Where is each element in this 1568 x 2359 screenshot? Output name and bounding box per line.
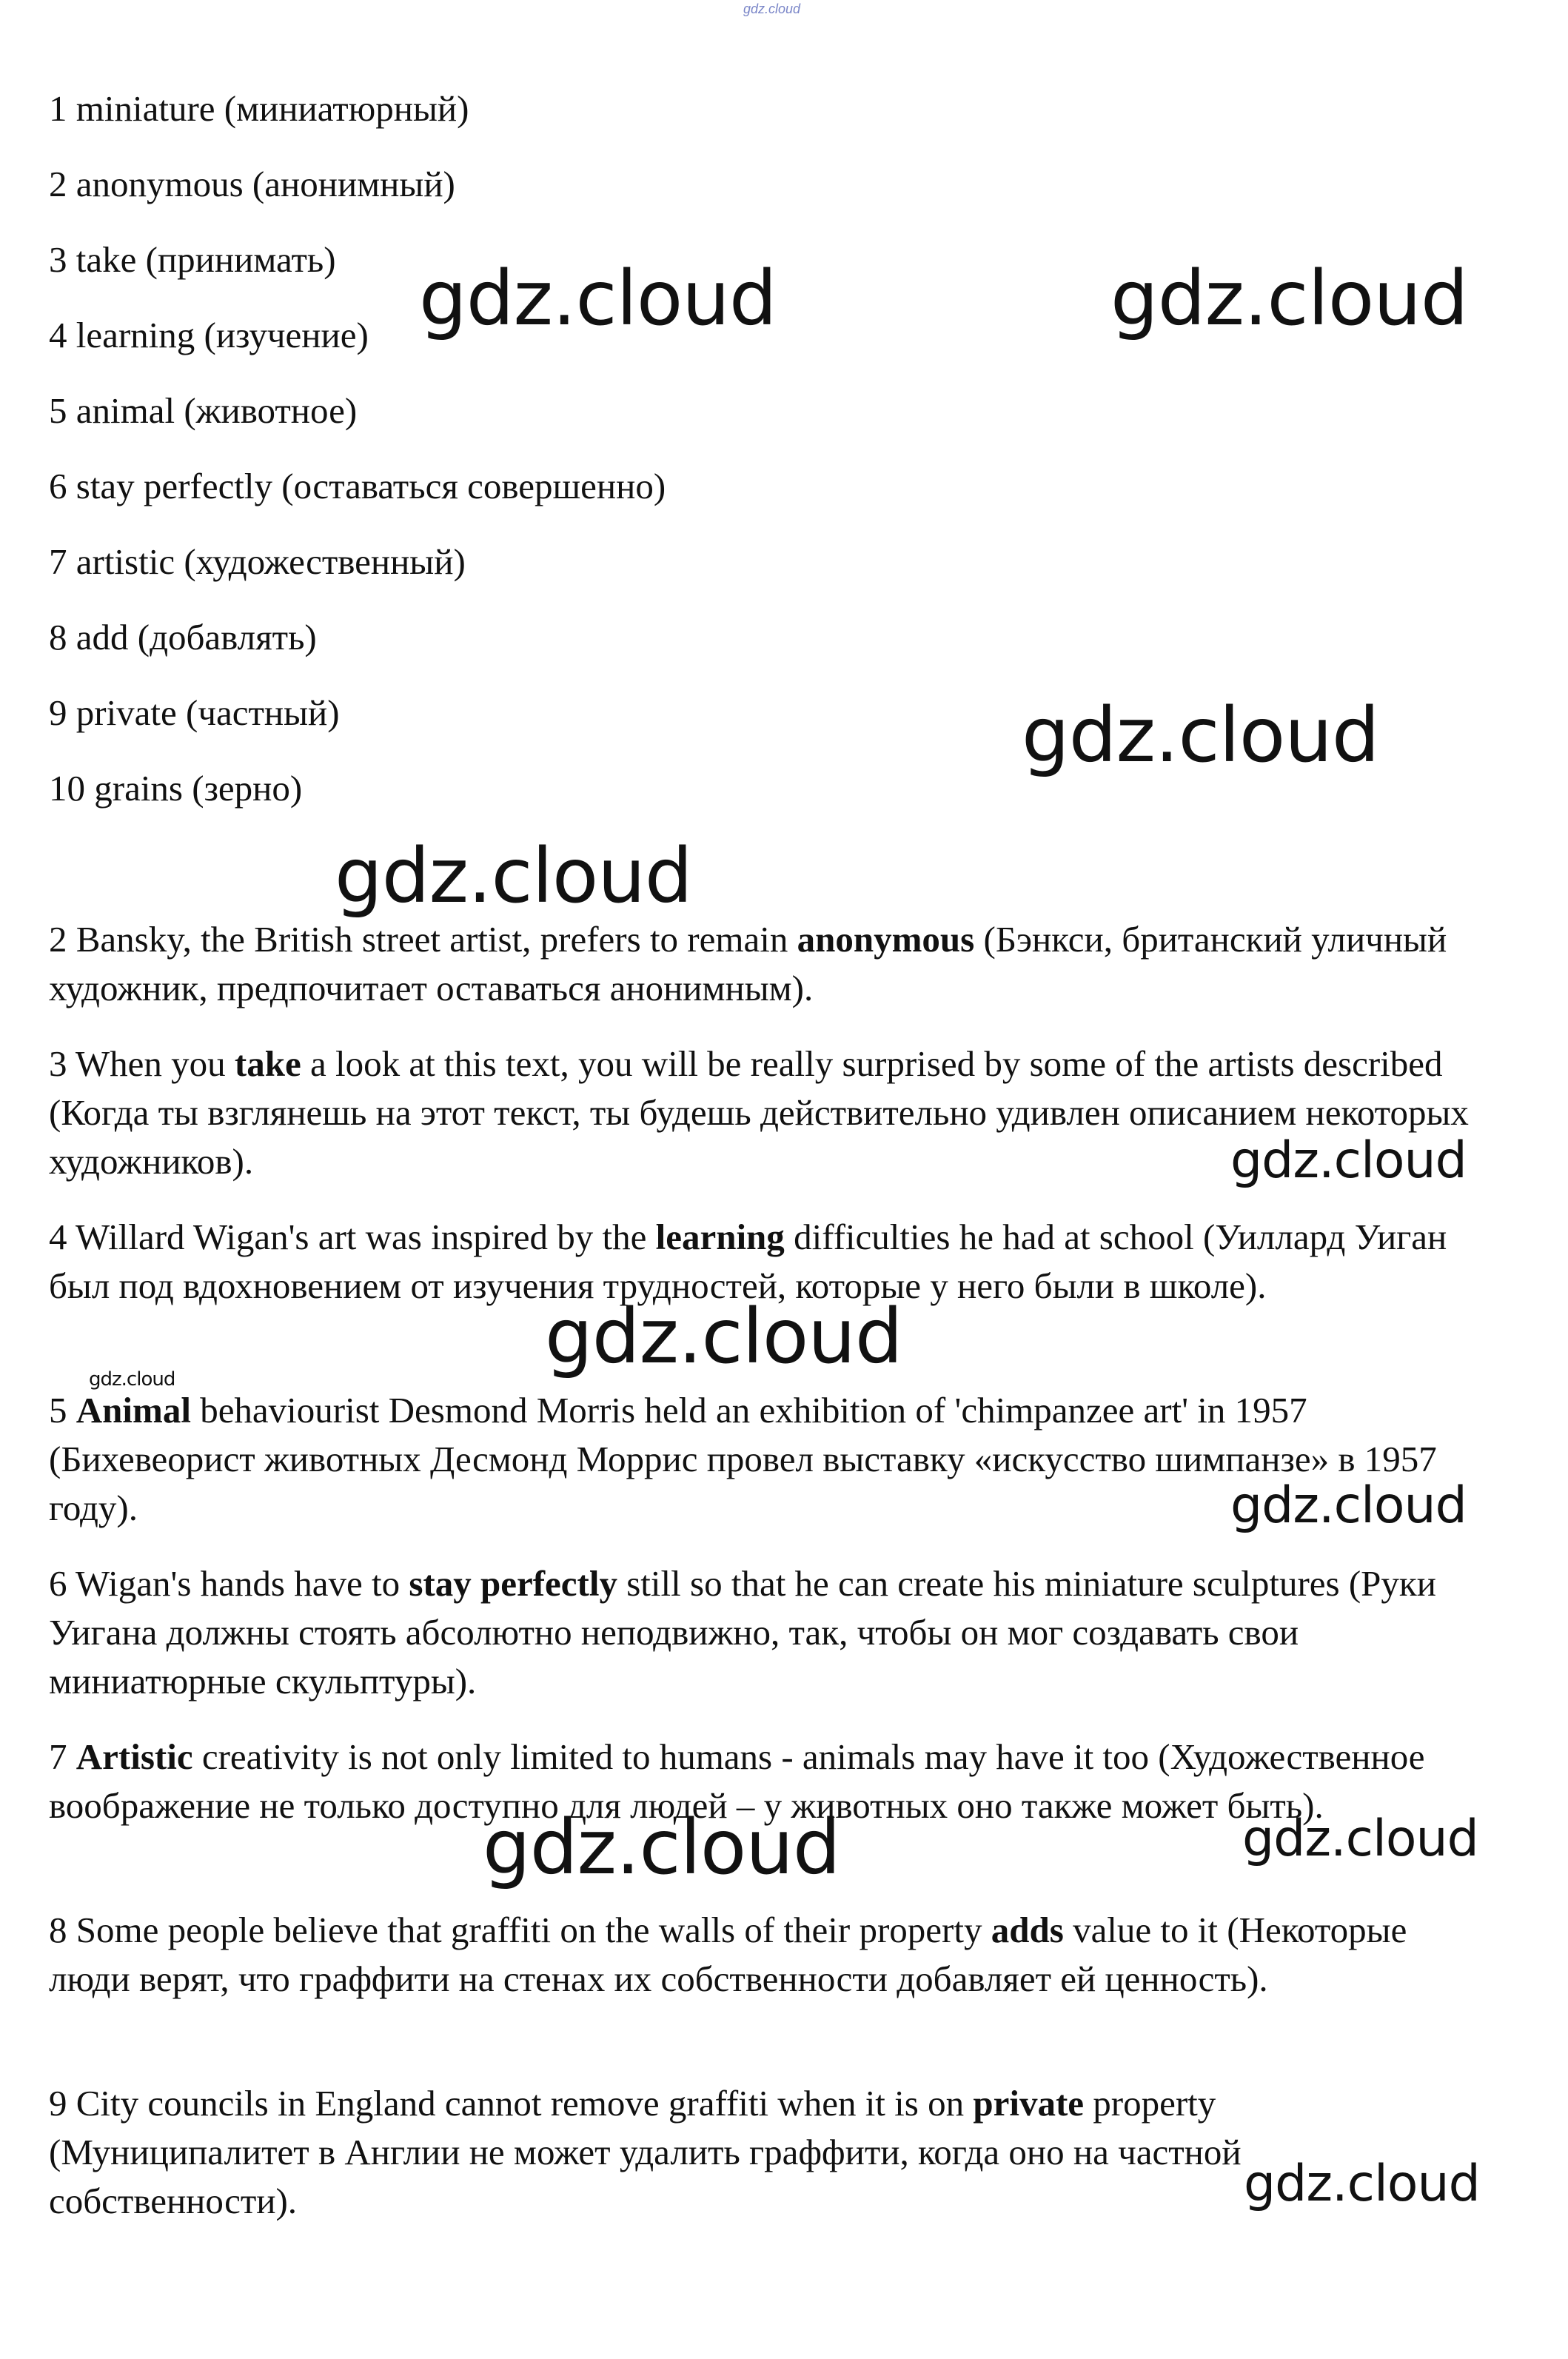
sentence-text: 8 Some people believe that graffiti on the walls of their property (49, 1910, 991, 1950)
answer-word: anonymous (797, 919, 975, 960)
sentence-text: 6 Wigan's hands have to (49, 1563, 409, 1604)
sentence-text: 3 When you (49, 1043, 235, 1084)
answer-word: learning (655, 1217, 785, 1257)
watermark-small: gdz.cloud (89, 1368, 175, 1391)
answer-word: take (234, 1043, 301, 1084)
word-list-item: 3 take (принимать) (49, 239, 336, 280)
word-list-item: 4 learning (изучение) (49, 315, 369, 355)
sentence-text: 2 Bansky, the British street artist, prefers to remain (49, 919, 797, 960)
answer-word: private (973, 2083, 1085, 2124)
word-list-item: 5 animal (животное) (49, 390, 358, 431)
sentence-text: 7 (49, 1736, 76, 1777)
sentence-2 (49, 915, 1485, 1013)
watermark: gdz.cloud (419, 255, 777, 343)
answer-word: Artistic (76, 1736, 193, 1777)
sentence-text: behaviourist Desmond Morris held an exhibition of 'chimpanzee art' in 1957 (Бихевеорист животных Десмонд Моррис провел выставку «искусство шимпанзе» в 1957 году). (49, 1390, 1437, 1528)
word-list-item: 9 private (частный) (49, 692, 340, 733)
watermark: gdz.cloud (1230, 1476, 1467, 1535)
sentence-text: difficulties he had at school (Уиллард Уиган был под вдохновением от изучения трудностей, которые у него были в школе). (49, 1217, 1447, 1306)
word-list-item: 1 miniature (миниатюрный) (49, 88, 469, 129)
sentence-text: (Бэнкси, британский уличный художник, предпочитает оставаться анонимным). (49, 919, 1447, 1008)
sentence-8 (49, 1906, 1485, 2004)
watermark: gdz.cloud (1022, 692, 1379, 780)
sentence-6 (49, 1559, 1485, 1706)
watermark: gdz.cloud (483, 1804, 840, 1892)
sentence-text: 4 Willard Wigan's art was inspired by the (49, 1217, 656, 1257)
watermark: gdz.cloud (1110, 255, 1468, 343)
answer-word: adds (991, 1910, 1064, 1950)
watermark: gdz.cloud (545, 1293, 902, 1381)
word-list-item: 7 artistic (художественный) (49, 541, 466, 582)
watermark: gdz.cloud (335, 832, 692, 920)
sentence-text: 5 (49, 1390, 76, 1431)
sentence-text: creativity is not only limited to humans - animals may have it too (Художественное воображение не только доступно для людей – у животных оно также может быть). (49, 1736, 1425, 1826)
sentence-text: a look at this text, you will be really surprised by some of the artists described (Когда ты взглянешь на этот текст, ты будешь действительно удивлен описанием некоторых художников). (49, 1043, 1469, 1182)
header-watermark: gdz.cloud (743, 1, 801, 16)
sentence-text: value to it (Некоторые люди верят, что граффити на стенах их собственности добавляет ей ценность). (49, 1910, 1407, 1999)
sentence-text: 9 City councils in England cannot remove graffiti when it is on (49, 2083, 974, 2124)
watermark: gdz.cloud (1244, 2155, 1480, 2213)
watermark: gdz.cloud (1230, 1131, 1467, 1190)
word-list-item: 2 anonymous (анонимный) (49, 164, 455, 204)
word-list-item: 10 grains (зерно) (49, 768, 303, 809)
sentence-text: property (Муниципалитет в Англии не может удалить граффити, когда оно на частной собственности). (49, 2083, 1242, 2221)
sentence-text: still so that he can create his miniature sculptures (Руки Уигана должны стоять абсолютно неподвижно, так, чтобы он мог создавать свои миниатюрные скульптуры). (49, 1563, 1436, 1702)
watermark: gdz.cloud (1242, 1810, 1478, 1868)
word-list-item: 6 stay perfectly (оставаться совершенно) (49, 466, 666, 506)
answer-word: stay perfectly (409, 1563, 617, 1604)
answer-word: Animal (76, 1390, 191, 1431)
word-list-item: 8 add (добавлять) (49, 617, 317, 657)
